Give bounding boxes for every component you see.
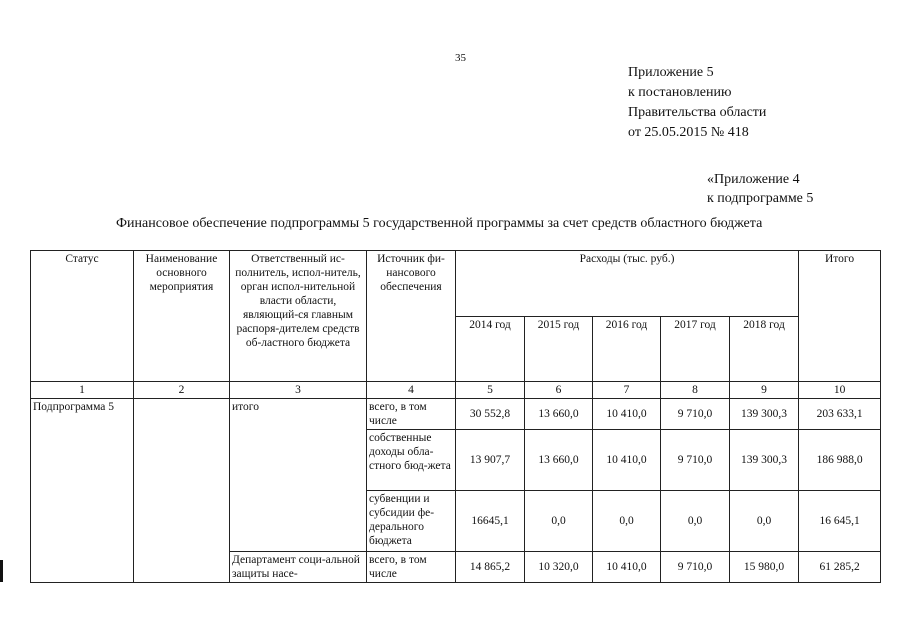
document-title: Финансовое обеспечение подпрограммы 5 государственной программы за счет средств областного бюджета — [116, 216, 763, 231]
value-cell: 0,0 — [593, 491, 661, 552]
value-cell: 16645,1 — [456, 491, 525, 552]
executor-cell: итого — [230, 399, 367, 552]
appendix-line: к постановлению — [628, 85, 732, 100]
value-cell: 0,0 — [661, 491, 730, 552]
header-year: 2014 год — [456, 316, 525, 382]
value-cell: 10 410,0 — [593, 430, 661, 491]
value-cell: 203 633,1 — [799, 399, 881, 430]
executor-cell: Департамент соци-альной защиты насе- — [230, 552, 367, 583]
value-cell: 13 907,7 — [456, 430, 525, 491]
value-cell: 0,0 — [525, 491, 593, 552]
header-executor: Ответственный ис-полнитель, испол-нитель, орган испол-нительной власти области, являющий-ся главным распоря-дителем средств об-ластного бюджета — [230, 251, 367, 382]
value-cell: 30 552,8 — [456, 399, 525, 430]
appendix-block — [628, 63, 766, 143]
header-expenses: Расходы (тыс. руб.) — [456, 251, 799, 317]
index-cell: 6 — [525, 382, 593, 399]
appendix-ref-block — [707, 170, 813, 208]
value-cell: 0,0 — [730, 491, 799, 552]
value-cell: 10 320,0 — [525, 552, 593, 583]
header-year: 2018 год — [730, 316, 799, 382]
table-row — [31, 399, 881, 430]
value-cell: 9 710,0 — [661, 399, 730, 430]
value-cell: 139 300,3 — [730, 399, 799, 430]
index-cell: 2 — [134, 382, 230, 399]
activity-cell — [134, 399, 230, 583]
value-cell: 186 988,0 — [799, 430, 881, 491]
value-cell: 139 300,3 — [730, 430, 799, 491]
appendix-line: Приложение 5 — [628, 65, 714, 80]
value-cell: 10 410,0 — [593, 552, 661, 583]
page-number: 35 — [455, 52, 466, 64]
header-year: 2017 год — [661, 316, 730, 382]
value-cell: 13 660,0 — [525, 399, 593, 430]
value-cell: 13 660,0 — [525, 430, 593, 491]
source-cell: всего, в том числе — [367, 552, 456, 583]
value-cell: 10 410,0 — [593, 399, 661, 430]
header-status: Статус — [31, 251, 134, 382]
header-total: Итого — [799, 251, 881, 382]
index-cell: 8 — [661, 382, 730, 399]
appendix-line: от 25.05.2015 № 418 — [628, 125, 749, 140]
index-cell: 10 — [799, 382, 881, 399]
index-cell: 1 — [31, 382, 134, 399]
financing-table — [30, 250, 881, 583]
header-source: Источник фи-нансового обеспечения — [367, 251, 456, 382]
header-year: 2015 год — [525, 316, 593, 382]
source-cell: собственные доходы обла-стного бюд-жета — [367, 430, 456, 491]
source-cell: субвенции и субсидии фе-дерального бюджета — [367, 491, 456, 552]
value-cell: 15 980,0 — [730, 552, 799, 583]
source-cell: всего, в том числе — [367, 399, 456, 430]
index-cell: 7 — [593, 382, 661, 399]
header-year: 2016 год — [593, 316, 661, 382]
index-cell: 3 — [230, 382, 367, 399]
value-cell: 14 865,2 — [456, 552, 525, 583]
value-cell: 9 710,0 — [661, 430, 730, 491]
value-cell: 16 645,1 — [799, 491, 881, 552]
status-cell: Подпрограмма 5 — [31, 399, 134, 583]
value-cell: 61 285,2 — [799, 552, 881, 583]
appendix-ref-line: к подпрограмме 5 — [707, 191, 814, 206]
appendix-ref-line: «Приложение 4 — [707, 172, 800, 187]
scan-edge-mark — [0, 560, 3, 582]
index-cell: 5 — [456, 382, 525, 399]
index-cell: 9 — [730, 382, 799, 399]
appendix-line: Правительства области — [628, 105, 767, 120]
index-row — [31, 382, 881, 399]
index-cell: 4 — [367, 382, 456, 399]
header-name: Наименование основного мероприятия — [134, 251, 230, 382]
value-cell: 9 710,0 — [661, 552, 730, 583]
